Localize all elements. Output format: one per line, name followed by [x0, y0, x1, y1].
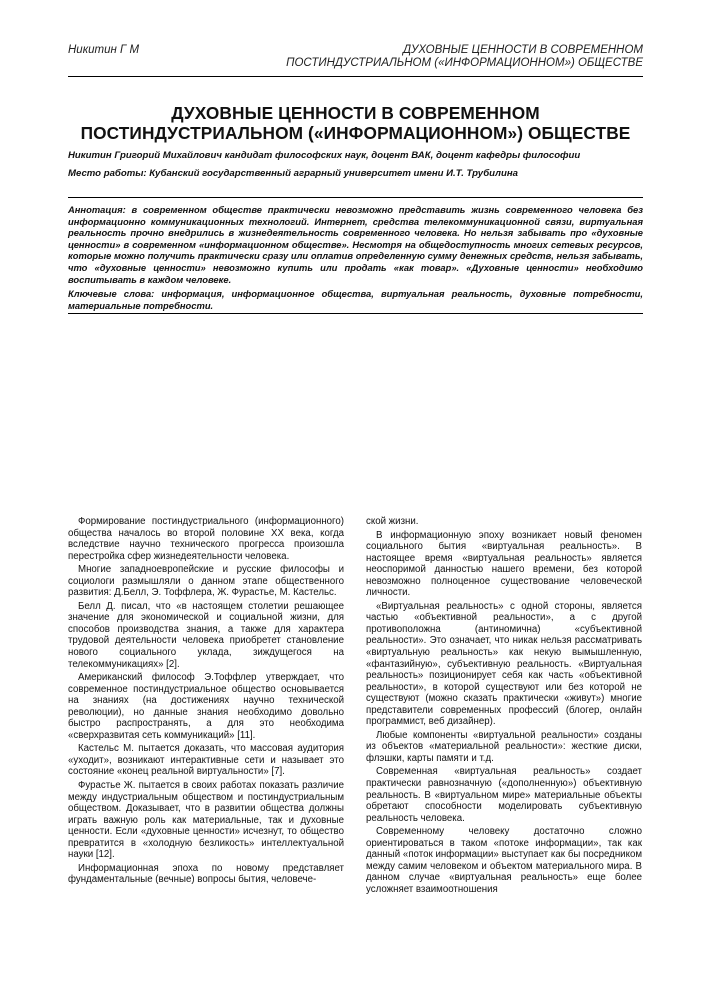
paragraph: Современная «виртуальная реальность» создает практически равнозначную («дополненную») объективную реальность. В «виртуальном мире» материальные объекты обретают способности моделировать субъективную реальность человека. [366, 766, 642, 824]
paragraph: Любые компоненты «виртуальной реальности» созданы из объектов «материальной реальности»: жесткие диски, флэшки, карты памяти и т.д. [366, 729, 642, 764]
workplace-info: Место работы: Кубанский государственный аграрный университет имени И.Т. Трубилина [68, 168, 518, 179]
running-head [68, 44, 643, 76]
running-head-title-line-1: ДУХОВНЫЕ ЦЕННОСТИ В СОВРЕМЕННОМ [402, 44, 643, 56]
paragraph: В информационную эпоху возникает новый феномен социального бытия «виртуальная реальность». В настоящее время «виртуальная реальность» является неоспоримой данностью нашего времени, без которой невозможно полноценное существование человеческой личности. [366, 529, 642, 599]
paragraph-continuation: ской жизни. [366, 516, 419, 527]
body-column-left [68, 516, 344, 888]
paragraph: Фурастье Ж. пытается в своих работах показать различие между индустриальным обществом и постиндустриальным обществом. Доказывает, что в развитии общества должны играть важную роль как материальные, так и духовные ценности. Если «духовные ценности» исчезнут, то общество превратится в «холодную безликость» интеллектуальной науки [12]. [68, 780, 344, 861]
paragraph: «Виртуальная реальность» с одной стороны, является частью «объективной реальности», а с другой противоположна (антиномична) «субъективной реальности». Это означает, что никак нельзя рассматривать «виртуальную реальность» как некую вымышленную, «фантазийную», субъективную реальность. «Виртуальная реальность» позиционирует себя как часть «объективной реальности», в которой существуют или без которой не существуют (можно сказать практически «живут») многие представители современных профессий (блогер, онлайн программист, веб дизайнер). [366, 600, 642, 728]
paragraph: Формирование постиндустриального (информационного) общества началось во второй половине ХХ века, когда вследствие научно технического прогресса произошла перестройка сфер жизнедеятельности человека. [68, 516, 344, 562]
header-rule [68, 76, 643, 77]
author-info: Никитин Григорий Михайлович кандидат философских наук, доцент ВАК, доцент кафедры философии [68, 150, 581, 161]
body-column-right [366, 516, 642, 898]
paragraph: Современному человеку достаточно сложно ориентироваться в таком «потоке информации», так как данный «поток информации» выступает как бы посредником между самим человеком и объектом материального мира. В данном случае «виртуальная реальность» еще более усложняет взаимоотношения [366, 826, 642, 895]
paragraph: Многие западноевропейские и русские философы и социологи размышляли о данном этапе общественного развития: Д.Белл, Э. Тоффлера, Ж. Фурастье, М. Кастельс. [68, 564, 344, 599]
article-title-line-1: ДУХОВНЫЕ ЦЕННОСТИ В СОВРЕМЕННОМ [171, 103, 540, 123]
abstract-bottom-rule [68, 313, 643, 314]
running-head-title-line-2: ПОСТИНДУСТРИАЛЬНОМ («ИНФОРМАЦИОННОМ») ОБЩЕСТВЕ [286, 57, 643, 69]
article-title [68, 103, 643, 143]
keywords: Ключевые слова: информация, информационное общества, виртуальная реальность, духовные потребности, материальные потребности. [68, 288, 643, 311]
paragraph: Информационная эпоха по новому представляет фундаментальные (вечные) вопросы бытия, человече- [68, 862, 344, 886]
running-head-title [286, 44, 643, 70]
paragraph: Американский философ Э.Тоффлер утверждает, что современное постиндустриальное общество основывается на знаниях (на достижениях научно технической революции), но данные знания необходимо довольно быстро распространять, а для это необходима «сверхразвитая сеть коммуникаций» [11]. [68, 672, 344, 741]
paragraph: Кастельс М. пытается доказать, что массовая аудитория «уходит», возникают интерактивные сети и называет это состояние «конец реальной виртуальности» [7]. [68, 743, 344, 778]
running-head-author: Никитин Г М [68, 44, 140, 56]
abstract: Аннотация: в современном обществе практически невозможно представить жизнь современного человека без информационно коммуникационных технологий. Интернет, средства телекоммуникационной связи, виртуальная реальность прочно внедрились в жизнедеятельность современного человека. Но нельзя забывать про «духовные ценности» в современном «информационном обществе». Несмотря на общедоступность многих сетевых ресурсов, которые можно получить практически сразу или оплатив определенную сумму денежных средств, нельзя забывать, что «духовные ценности» невозможно купить или продать «как товар». «Духовные ценности» необходимо воспитывать в каждом человеке. [68, 204, 643, 285]
abstract-top-rule [68, 197, 643, 198]
paragraph: Белл Д. писал, что «в настоящем столетии решающее значение для экономической и социальной жизни, для способов производства знания, а также для характера трудовой деятельности человека приобретет становление нового социального уклада, зиждущегося на телекоммуникациях» [2]. [68, 600, 344, 670]
article-title-line-2: ПОСТИНДУСТРИАЛЬНОМ («ИНФОРМАЦИОННОМ») ОБЩЕСТВЕ [80, 123, 631, 143]
